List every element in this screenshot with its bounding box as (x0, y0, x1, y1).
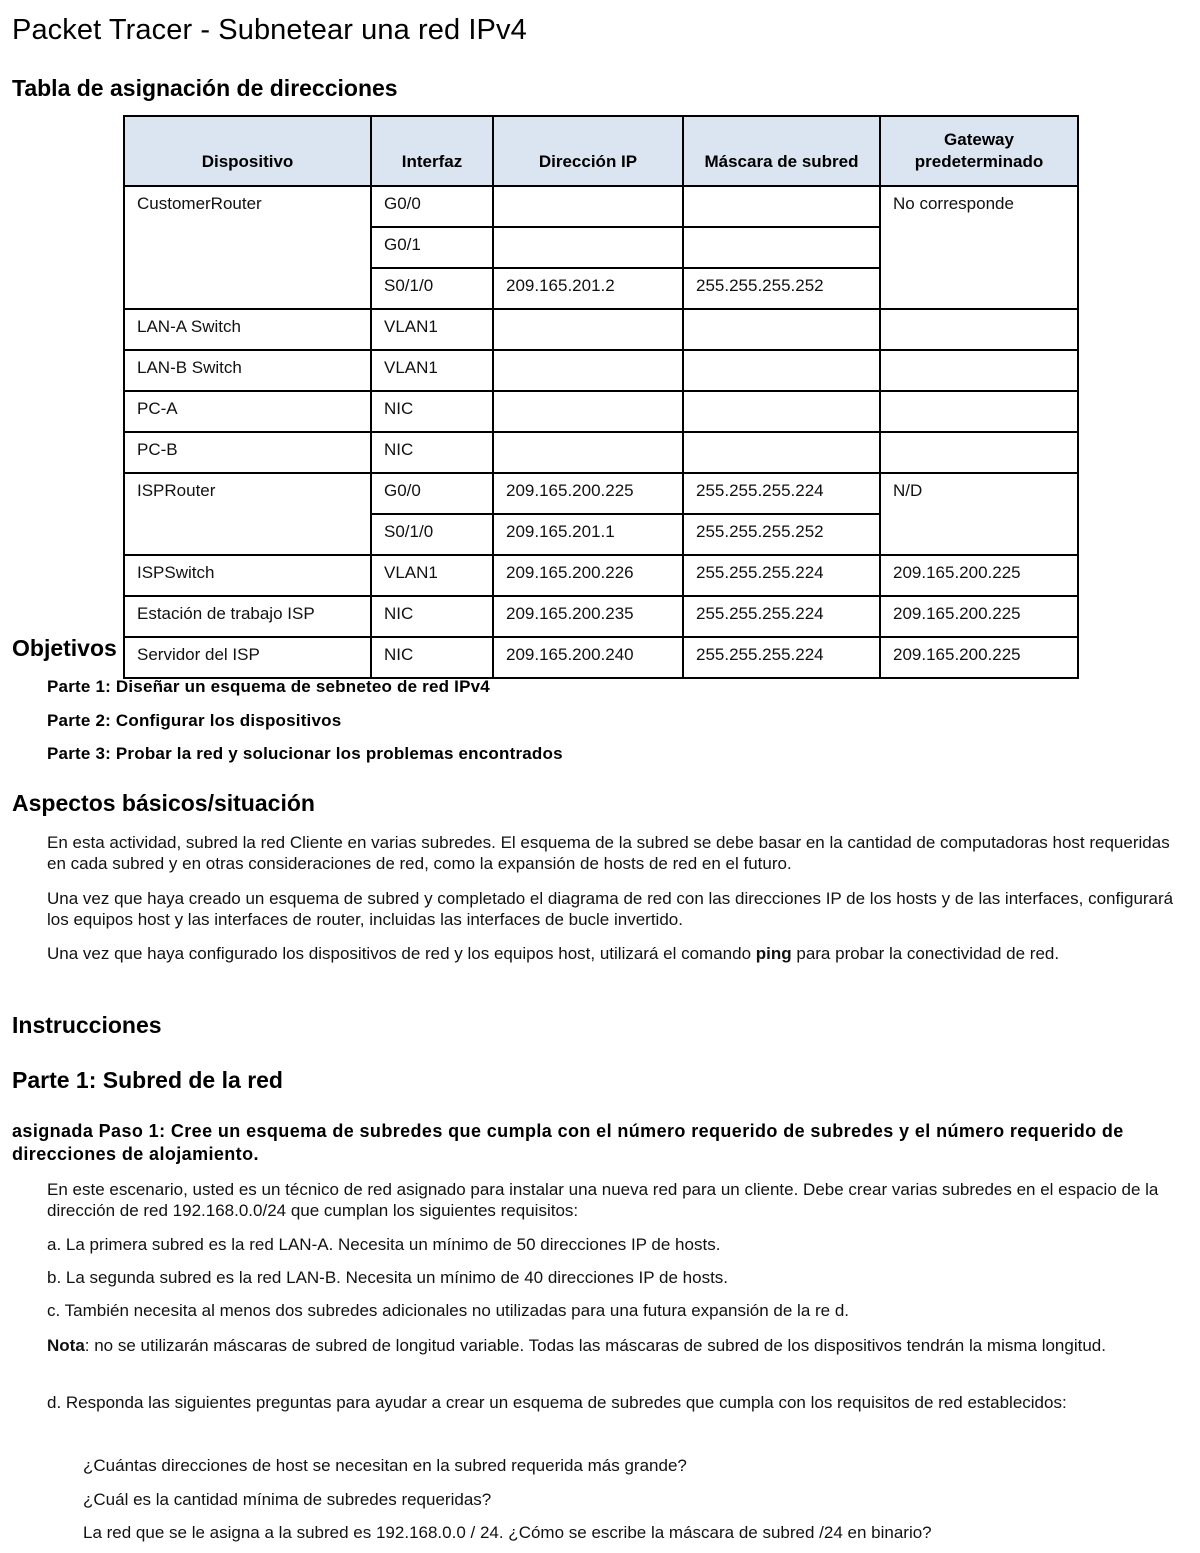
page-title: Packet Tracer - Subnetear una red IPv4 (12, 14, 527, 46)
mask-cell: 255.255.255.224 (683, 637, 880, 678)
device-cell: Estación de trabajo ISP (124, 596, 371, 637)
requirement-item-c: c. También necesita al menos dos subredes adicionales no utilizadas para una futura expansión de la re d. (47, 1301, 850, 1320)
question-3: La red que se le asigna a la subred es 192.168.0.0 / 24. ¿Cómo se escribe la máscara de subred /24 en binario? (83, 1523, 932, 1542)
device-cell: ISPRouter (124, 473, 371, 555)
ip-cell: 209.165.200.226 (493, 555, 683, 596)
mask-cell (683, 350, 880, 391)
mask-cell (683, 391, 880, 432)
ping-command: ping (755, 944, 792, 963)
interface-cell: S0/1/0 (371, 268, 493, 309)
ip-cell: 209.165.200.235 (493, 596, 683, 637)
column-header: Interfaz (371, 116, 493, 186)
objective-item: Parte 2: Configurar los dispositivos (47, 711, 342, 730)
mask-cell (683, 227, 880, 268)
interface-cell: VLAN1 (371, 350, 493, 391)
gateway-cell: 209.165.200.225 (880, 555, 1078, 596)
step1-heading: asignada Paso 1: Cree un esquema de subredes que cumpla con el número requerido de subredes y el número requerido de direcciones de alojamiento. (12, 1121, 1124, 1164)
device-cell: PC-A (124, 391, 371, 432)
background-paragraph: Una vez que haya creado un esquema de subred y completado el diagrama de red con las direcciones IP de los hosts y de las interfaces, configurará los equipos host y las interfaces de router, incluidas las interfaces de bucle invertido. (47, 889, 1174, 929)
interface-cell: NIC (371, 432, 493, 473)
interface-cell: G0/1 (371, 227, 493, 268)
device-cell: CustomerRouter (124, 186, 371, 309)
objective-item: Parte 1: Diseñar un esquema de sebneteo de red IPv4 (47, 677, 490, 696)
device-cell: Servidor del ISP (124, 637, 371, 678)
mask-cell (683, 186, 880, 227)
device-cell: PC-B (124, 432, 371, 473)
ip-cell (493, 186, 683, 227)
interface-cell: NIC (371, 637, 493, 678)
ip-cell: 209.165.201.1 (493, 514, 683, 555)
objectives-heading: Objetivos (12, 635, 117, 661)
mask-cell: 255.255.255.224 (683, 555, 880, 596)
requirement-item-b: b. La segunda subred es la red LAN-B. Necesita un mínimo de 40 direcciones IP de hosts. (47, 1268, 729, 1287)
mask-cell (683, 432, 880, 473)
mask-cell: 255.255.255.252 (683, 268, 880, 309)
table-row (124, 596, 1078, 637)
gateway-cell: 209.165.200.225 (880, 596, 1078, 637)
gateway-cell (880, 309, 1078, 350)
ip-cell (493, 350, 683, 391)
interface-cell: NIC (371, 391, 493, 432)
column-header: Gateway predeterminado (880, 116, 1078, 186)
table-row (124, 309, 1078, 350)
interface-cell: G0/0 (371, 473, 493, 514)
mask-cell: 255.255.255.252 (683, 514, 880, 555)
table-row (124, 186, 1078, 227)
background-heading: Aspectos básicos/situación (12, 790, 315, 816)
interface-cell: S0/1/0 (371, 514, 493, 555)
ip-cell (493, 391, 683, 432)
column-header: Máscara de subred (683, 116, 880, 186)
column-header: Dirección IP (493, 116, 683, 186)
table-row (124, 555, 1078, 596)
table-header-row (124, 116, 1078, 186)
interface-cell: G0/0 (371, 186, 493, 227)
ip-cell (493, 432, 683, 473)
interface-cell: VLAN1 (371, 555, 493, 596)
background-paragraph (47, 943, 1192, 964)
gateway-cell (880, 391, 1078, 432)
gateway-cell: N/D (880, 473, 1078, 555)
device-cell: LAN-A Switch (124, 309, 371, 350)
table-row (124, 391, 1078, 432)
requirement-item-a: a. La primera subred es la red LAN-A. Necesita un mínimo de 50 direcciones IP de hosts. (47, 1235, 721, 1254)
scenario-paragraph: En este escenario, usted es un técnico de red asignado para instalar una nueva red para un cliente. Debe crear varias subredes en el espacio de la dirección de red 192.168.0.0/24 que cumplan los siguientes requisitos: (47, 1180, 1159, 1220)
question-1: ¿Cuántas direcciones de host se necesitan en la subred requerida más grande? (83, 1456, 687, 1475)
interface-cell: VLAN1 (371, 309, 493, 350)
mask-cell: 255.255.255.224 (683, 473, 880, 514)
ip-cell: 209.165.200.225 (493, 473, 683, 514)
note-text: : no se utilizarán máscaras de subred de longitud variable. Todas las máscaras de subred de los dispositivos tendrán la misma longitud. (84, 1336, 1106, 1355)
paragraph-text: Una vez que haya configurado los dispositivos de red y los equipos host, utilizará el comando (47, 944, 756, 963)
instructions-heading: Instrucciones (12, 1012, 162, 1038)
part1-heading: Parte 1: Subred de la red (12, 1067, 283, 1093)
paragraph-text: para probar la conectividad de red. (791, 944, 1060, 963)
ip-cell: 209.165.200.240 (493, 637, 683, 678)
mask-cell (683, 309, 880, 350)
gateway-cell (880, 350, 1078, 391)
gateway-cell (880, 432, 1078, 473)
note-paragraph (47, 1335, 1192, 1356)
ip-cell: 209.165.201.2 (493, 268, 683, 309)
requirement-item-d: d. Responda las siguientes preguntas para ayudar a crear un esquema de subredes que cumpla con los requisitos de red establecidos: (47, 1393, 1067, 1412)
ip-cell (493, 227, 683, 268)
mask-cell: 255.255.255.224 (683, 596, 880, 637)
table-row (124, 350, 1078, 391)
ip-cell (493, 309, 683, 350)
gateway-cell: 209.165.200.225 (880, 637, 1078, 678)
question-2: ¿Cuál es la cantidad mínima de subredes requeridas? (83, 1490, 492, 1509)
device-cell: LAN-B Switch (124, 350, 371, 391)
note-label: Nota (47, 1336, 85, 1355)
addressing-table (123, 115, 1079, 679)
device-cell: ISPSwitch (124, 555, 371, 596)
table-row (124, 432, 1078, 473)
addressing-table-heading: Tabla de asignación de direcciones (12, 75, 398, 101)
background-paragraph: En esta actividad, subred la red Cliente en varias subredes. El esquema de la subred se debe basar en la cantidad de computadoras host requeridas en cada subred y en otras consideraciones de red, como la expansión de hosts de red en el futuro. (47, 833, 1170, 873)
objective-item: Parte 3: Probar la red y solucionar los problemas encontrados (47, 744, 563, 763)
table-row (124, 473, 1078, 514)
interface-cell: NIC (371, 596, 493, 637)
column-header: Dispositivo (124, 116, 371, 186)
gateway-cell: No corresponde (880, 186, 1078, 309)
table-row (124, 637, 1078, 678)
